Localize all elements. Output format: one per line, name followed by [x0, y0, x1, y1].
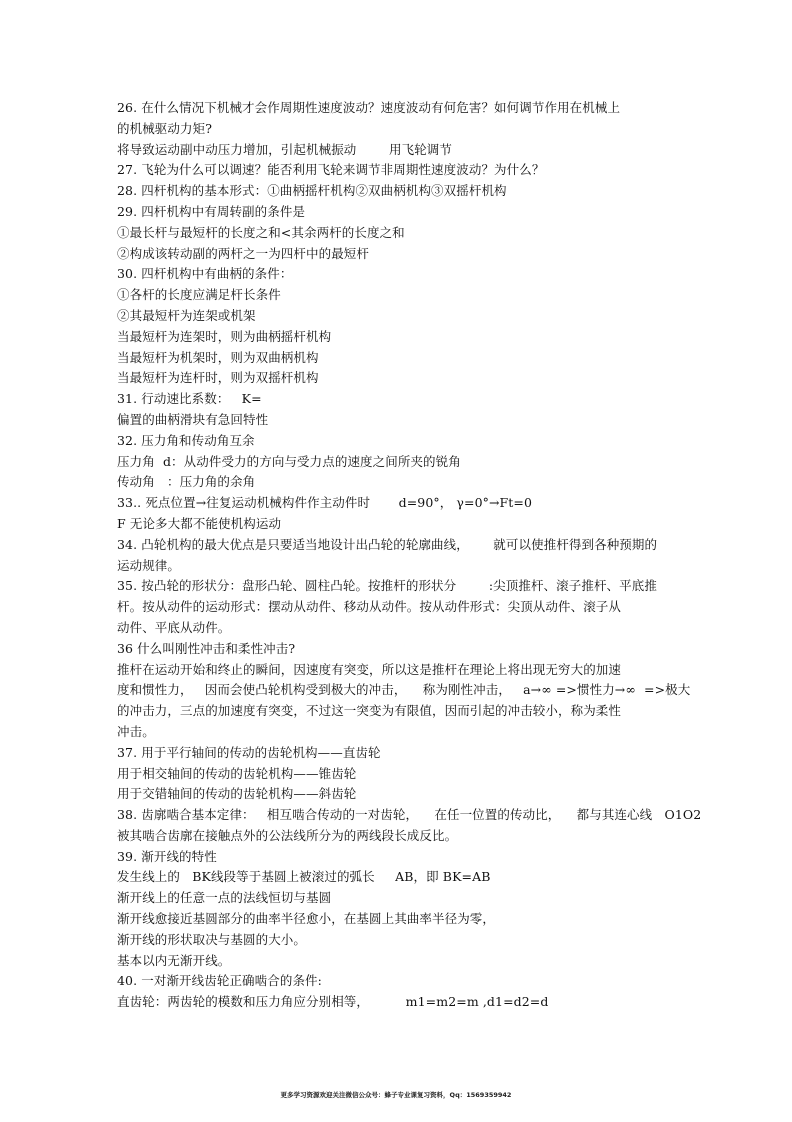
text-line: 将导致运动副中动压力增加，引起机械振动 用飞轮调节: [117, 141, 452, 157]
text-line: 36 什么叫刚性冲击和柔性冲击?: [117, 640, 296, 656]
text-line: 26. 在什么情况下机械才会作周期性速度波动？速度波动有何危害？如何调节作用在机械上: [117, 100, 621, 115]
text-line: 当最短杆为连杆时，则为双摇杆机构: [117, 370, 319, 386]
text-line: 渐开线上的任意一点的法线恒切与基圆: [117, 890, 332, 906]
text-line: 基本以内无渐开线。: [117, 952, 231, 968]
text-line: 40. 一对渐开线齿轮正确啮合的条件:: [117, 973, 322, 989]
text-line: ①最长杆与最短杆的长度之和<其余两杆的长度之和: [117, 224, 405, 240]
text-line: 运动规律。: [117, 557, 181, 573]
text-line: 推杆在运动开始和终止的瞬间，因速度有突变，所以这是推杆在理论上将出现无穷大的加速: [117, 661, 622, 677]
text-line: 35. 按凸轮的形状分：盘形凸轮、圆柱凸轮。按推杆的形状分 :尖顶推杆、滚子推杆、平底推: [117, 578, 657, 594]
text-line: 30. 四杆机构中有曲柄的条件：: [117, 266, 293, 282]
text-line: 用于相交轴间的传动的齿轮机构——锥齿轮: [117, 765, 357, 781]
document-body: [117, 98, 702, 1013]
text-line: 27. 飞轮为什么可以调速？能否利用飞轮来调节非周期性速度波动？为什么？: [117, 162, 545, 178]
text-line: 37. 用于平行轴间的传动的齿轮机构——直齿轮: [117, 744, 381, 760]
text-line: F 无论多大都不能使机构运动: [117, 515, 282, 531]
text-line: 直齿轮：两齿轮的模数和压力角应分别相等， m1=m2=m ,d1=d2=d: [117, 994, 549, 1010]
text-line: 传动角 ：压力角的余角: [117, 474, 256, 490]
text-line: 当最短杆为机架时，则为双曲柄机构: [117, 349, 319, 365]
text-line: 29. 四杆机构中有周转副的条件是: [117, 203, 306, 219]
text-line: 渐开线的形状取决与基圆的大小。: [117, 931, 307, 947]
text-line: 39. 渐开线的特性: [117, 848, 217, 864]
text-line: 偏置的曲柄滑块有急回特性: [117, 411, 269, 427]
text-line: 当最短杆为连架时，则为曲柄摇杆机构: [117, 328, 332, 344]
text-line: 33.. 死点位置→往复运动机械构件作主动件时 d=90°， γ=0°→Ft=0: [117, 495, 533, 511]
text-line: 用于交错轴间的传动的齿轮机构——斜齿轮: [117, 786, 357, 802]
text-line: 发生线上的 BK线段等于基圆上被滚过的弧长 AB，即 BK=AB: [117, 869, 491, 885]
text-line: 度和惯性力， 因而会使凸轮机构受到极大的冲击， 称为刚性冲击， a→∞ =>惯性力→∞ =>极大: [117, 682, 691, 698]
text-line: 压力角 d：从动件受力的方向与受力点的速度之间所夹的锐角: [117, 453, 461, 469]
text-line: ①各杆的长度应满足杆长条件: [117, 287, 281, 303]
text-line: 34. 凸轮机构的最大优点是只要适当地设计出凸轮的轮廓曲线， 就可以使推杆得到各种预期的: [117, 536, 658, 552]
page-footer: 更多学习资源欢迎关注微信公众号：蜂子专业课复习资料，Qq：1569359942: [280, 1091, 512, 1099]
text-line: ②其最短杆为连架或机架: [117, 307, 256, 323]
text-line: 的冲击力，三点的加速度有突变，不过这一突变为有限值，因而引起的冲击较小，称为柔性: [117, 703, 622, 719]
text-line: 32. 压力角和传动角互余: [117, 432, 255, 448]
text-line: 渐开线愈接近基圆部分的曲率半径愈小，在基圆上其曲率半径为零，: [117, 911, 496, 927]
text-line: ②构成该转动副的两杆之一为四杆中的最短杆: [117, 245, 370, 261]
text-line: 31. 行动速比系数： K=: [117, 391, 262, 407]
text-line: 被其啮合齿廓在接触点外的公法线所分为的两线段长成反比。: [117, 827, 458, 843]
text-line: 的机械驱动力矩?: [117, 120, 213, 136]
text-line: 冲击。: [117, 723, 155, 739]
text-line: 杆。按从动件的运动形式：摆动从动件、移动从动件。按从动件形式：尖顶从动件、滚子从: [117, 599, 622, 615]
text-line: 动件、平底从动件。: [117, 619, 231, 635]
text-line: 28. 四杆机构的基本形式：①曲柄摇杆机构②双曲柄机构③双摇杆机构: [117, 183, 507, 199]
text-line: 38. 齿廓啮合基本定律： 相互啮合传动的一对齿轮， 在任一位置的传动比， 都与其连心线 O1O2: [117, 807, 702, 823]
